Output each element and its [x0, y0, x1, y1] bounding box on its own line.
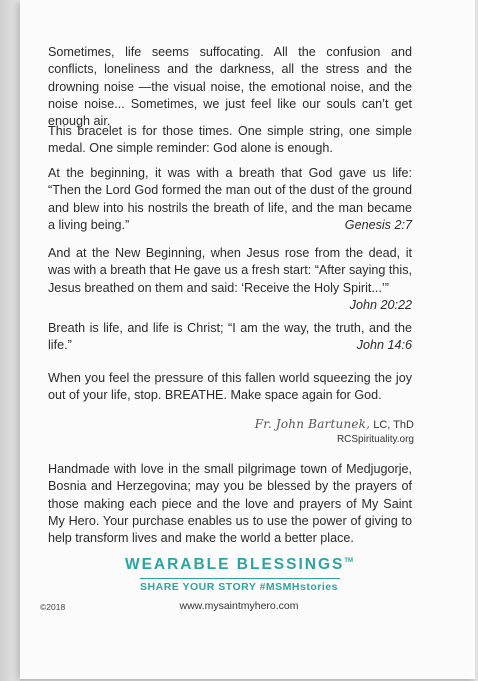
- trademark-mark: TM: [344, 558, 354, 564]
- signature-block: [250, 417, 414, 445]
- paragraph-breath-is-life-text: Breath is life, and life is Christ; “I am the way, the truth, and the life.”: [48, 321, 412, 353]
- paragraph-handmade: Handmade with love in the small pilgrimage town of Medjugorje, Bosnia and Herzegovina; may you be blessed by the prayers of those making each piece and the love and prayers of My Saint My Hero. Your purchase enables us to use the power of giving to help transform lives and make the world a better place.: [48, 462, 412, 546]
- brand-title: [0, 556, 478, 574]
- paragraph-suffocating: Sometimes, life seems suffocating. All the confusion and conflicts, loneliness and the darkness, all the stress and the drowning noise —the visual noise, the emotional noise, and the noise noise... Sometimes, we just feel like our souls can’t get enough air.: [48, 45, 412, 129]
- website-link[interactable]: www.mysaintmyhero.com: [179, 600, 299, 612]
- paragraph-genesis: [48, 165, 412, 234]
- paragraph-bracelet: This bracelet is for those times. One simple string, one simple medal. One simple reminder: God alone is enough.: [48, 124, 412, 156]
- handwritten-signature: Fr. John Bartunek,: [254, 417, 371, 431]
- brand-title-text: WEARABLE BLESSINGS: [124, 556, 345, 573]
- background-edge-left: [0, 0, 20, 681]
- reference-john-14: John 14:6: [356, 338, 412, 353]
- paragraph-genesis-text: At the beginning, it was with a breath that God gave us life: “Then the Lord God formed the man out of the dust of the ground and blew into his nostrils the breath of life, and the man became a living being.”: [48, 166, 412, 232]
- paragraph-new-beginning-text: And at the New Beginning, when Jesus rose from the dead, it was with a breath that He gave us a fresh start: “After saying this, Jesus breathed on them and said: ‘Receive the Holy Spirit...’”: [48, 246, 412, 295]
- paragraph-breath-is-life: [48, 320, 412, 355]
- paragraph-new-beginning: [48, 245, 412, 314]
- copyright: ©2018: [40, 602, 66, 612]
- paragraph-breathe: When you feel the pressure of this fallen world squeezing the joy out of your life, stop. BREATHE. Make space again for God.: [48, 371, 412, 403]
- signature-credentials: LC, ThD: [373, 419, 414, 431]
- brand-divider: [140, 578, 340, 579]
- signature-site: RCSpirituality.org: [336, 434, 414, 445]
- reference-john-20: John 20:22: [349, 297, 412, 312]
- brand-subtitle: SHARE YOUR STORY #MSMHstories: [140, 581, 338, 593]
- reference-genesis: Genesis 2:7: [344, 217, 412, 232]
